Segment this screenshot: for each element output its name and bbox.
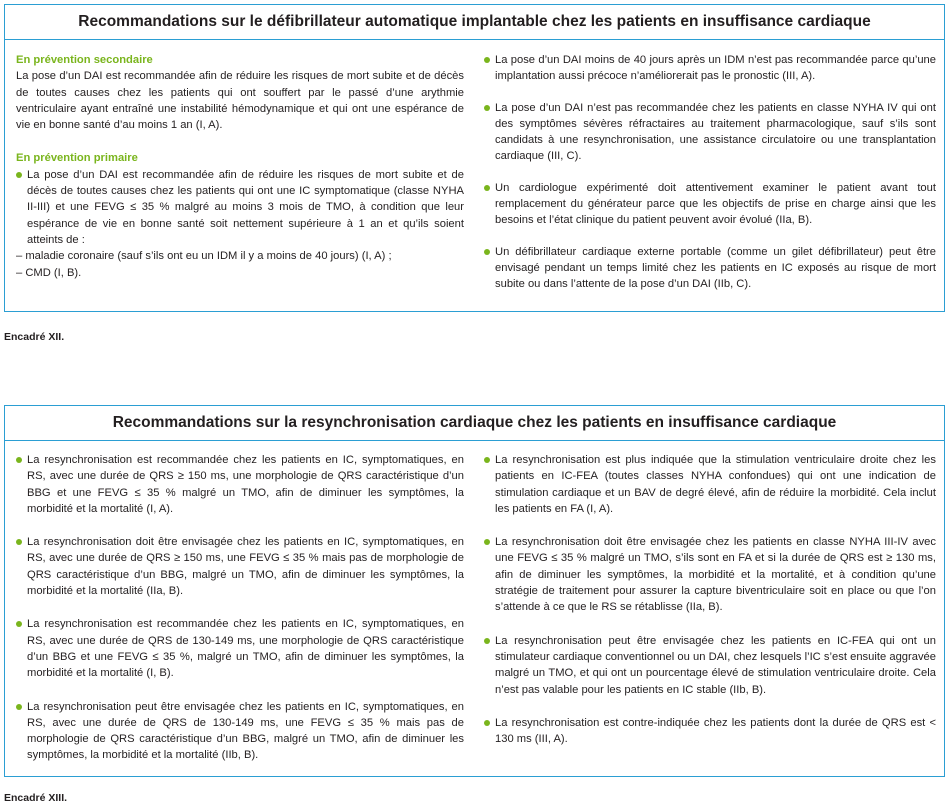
dash-item: – CMD (I, B). xyxy=(16,266,82,279)
bullet-icon xyxy=(16,621,22,627)
left-column xyxy=(16,452,464,764)
bullet-icon xyxy=(16,172,22,178)
list-item xyxy=(484,244,936,293)
list-item-text: La resynchronisation est plus indiquée que la stimulation ventriculaire droite chez les patients en IC-FEA (toutes classes NYHA confondues) qui ont une indication de stimulation cardiaque et un BAV de degré élevé, afin de réduire la morbidité. Cela inclut les patients en FA (I, A). xyxy=(495,454,936,515)
bullet-icon xyxy=(16,704,22,710)
bullet-icon xyxy=(16,539,22,545)
list-item-text: La pose d’un DAI moins de 40 jours après un IDM n’est pas recommandée parce qu’une implantation aussi précoce n’améliorerait pas le pronostic (III, A). xyxy=(495,54,936,83)
bullet-icon xyxy=(484,720,490,726)
bullet-icon xyxy=(484,249,490,255)
list-item xyxy=(484,180,936,229)
right-column xyxy=(484,52,936,293)
secondary-prevention-text: La pose d’un DAI est recommandée afin de réduire les risques de mort subite et de décès de toutes causes chez les patients qui ont souffert par le passé d’une arythmie ventriculaire ayant entraîné une instabilité hémodynamique et qui ont une espérance de vie en bonne santé d’au moins 1 an (I, A). xyxy=(16,70,464,132)
section-heading-secondary: En prévention secondaire xyxy=(16,54,153,66)
list-item-text: La pose d’un DAI est recommandée afin de réduire les risques de mort subite et de décès de toutes causes chez les patients qui ont une IC symptomatique (classe NYHA II-III) et une FEVG ≤ 35 % malgré au moins 3 mois de TMO, à condition que leur espérance de vie en bonne santé soit nettement supérieure à 1 an et qu’ils soient atteints de : xyxy=(27,168,464,246)
list-item-text: La resynchronisation est recommandée chez les patients en IC, symptomatiques, en RS, avec une durée de QRS de 130-149 ms, une morphologie de QRS caractéristique d’un BBG et une FEVG ≤ 35 %, malgré un TMO, afin de diminuer les symptômes, la morbidité et la mortalité (I, B). xyxy=(27,618,464,680)
list-item-text: La resynchronisation doit être envisagée chez les patients en IC, symptomatiques, en RS, avec une durée de QRS ≥ 150 ms, une FEVG ≤ 35 % mais pas de morphologie de QRS caractéristique d’un BBG, malgré un TMO, afin de diminuer les symptômes, la morbidité et la mortalité (IIa, B). xyxy=(27,536,464,598)
dash-item: – maladie coronaire (sauf s’ils ont eu un IDM il y a moins de 40 jours) (I, A) ; xyxy=(16,250,392,263)
list-item-text: Un cardiologue expérimenté doit attentivement examiner le patient avant tout remplacement du générateur parce que les objectifs de prise en charge ainsi que les besoins et l’état clinique du patient peuvent avoir évolué (IIa, B). xyxy=(495,181,936,227)
list-item-text: Un défibrillateur cardiaque externe portable (comme un gilet défibrillateur) peut être envisagé pendant un temps limité chez les patients en IC exposés au risque de mort subite ou dans l’attente de la pose d’un DAI (IIb, C). xyxy=(495,245,936,291)
list-item xyxy=(16,616,464,681)
list-item xyxy=(484,452,936,517)
list-item-text: La resynchronisation doit être envisagée chez les patients en classe NYHA III-IV avec une FEVG ≤ 35 % malgré un TMO, s’ils sont en FA et si la durée de QRS est ≥ 130 ms, afin de diminuer les symptômes, la morbidité et la mortalité, et à condition qu’une stratégie de traitement pour assurer la capture biventriculaire soit en place ou que l’on s’attende à ce que le RS se rétablisse (IIa, B). xyxy=(495,536,936,614)
list-item-text: La pose d’un DAI n’est pas recommandée chez les patients en classe NYHA IV qui ont des symptômes sévères réfractaires au traitement pharmacologique, sauf s’ils sont candidats à une resynchronisation, une assistance circulatoire ou une transplantation cardiaque (III, C). xyxy=(495,101,936,163)
box-caption: Encadré XIII. xyxy=(4,792,68,804)
list-item xyxy=(484,100,936,165)
left-column xyxy=(16,52,464,281)
bullet-icon xyxy=(484,185,490,191)
bullet-icon xyxy=(484,638,490,644)
bullet-icon xyxy=(484,57,490,63)
list-item xyxy=(16,452,464,517)
list-item xyxy=(484,715,936,748)
bullet-icon xyxy=(16,457,22,463)
list-item xyxy=(16,534,464,599)
box-caption: Encadré XII. xyxy=(4,331,65,343)
list-item-text: La resynchronisation peut être envisagée chez les patients en IC, symptomatiques, en RS, avec une durée de QRS de 130-149 ms, une FEVG ≤ 35 % mais pas de morphologie de QRS caractéristique d’un BBG, malgré un TMO, afin de diminuer les symptômes, la morbidité et la mortalité (IIb, B). xyxy=(27,700,464,762)
recommendation-box-resynchronisation xyxy=(4,405,945,777)
bullet-icon xyxy=(484,457,490,463)
list-item-text: La resynchronisation peut être envisagée chez les patients en IC-FEA qui ont un stimulateur cardiaque conventionnel ou un DAI, chez lesquels l’IC s’est ensuite aggravée malgré un TMO, et qui ont un pourcentage élevé de stimulation ventriculaire droite. Cela n’est pas valable pour les patients en IC stable (IIb, B). xyxy=(495,634,936,696)
box-title: Recommandations sur la resynchronisation cardiaque chez les patients en insuffisance cardiaque xyxy=(5,406,944,441)
list-item xyxy=(16,699,464,764)
right-column xyxy=(484,452,936,747)
bullet-icon xyxy=(484,105,490,111)
list-item-text: La resynchronisation est contre-indiquée chez les patients dont la durée de QRS est < 130 ms (III, A). xyxy=(495,716,936,746)
bullet-icon xyxy=(484,539,490,545)
list-item xyxy=(484,633,936,698)
list-item xyxy=(484,52,936,85)
list-item-text: La resynchronisation est recommandée chez les patients en IC, symptomatiques, en RS, avec une durée de QRS ≥ 150 ms, une morphologie de QRS caractéristique d’un BBG et une FEVG ≤ 35 % malgré un TMO, afin de diminuer les symptômes, la morbidité et la mortalité (I, A). xyxy=(27,454,464,515)
recommendation-box-dai xyxy=(4,4,945,312)
section-heading-primary: En prévention primaire xyxy=(16,152,138,165)
box-title: Recommandations sur le défibrillateur automatique implantable chez les patients en insuffisance cardiaque xyxy=(5,5,944,40)
list-item xyxy=(484,534,936,615)
list-item xyxy=(16,167,464,248)
